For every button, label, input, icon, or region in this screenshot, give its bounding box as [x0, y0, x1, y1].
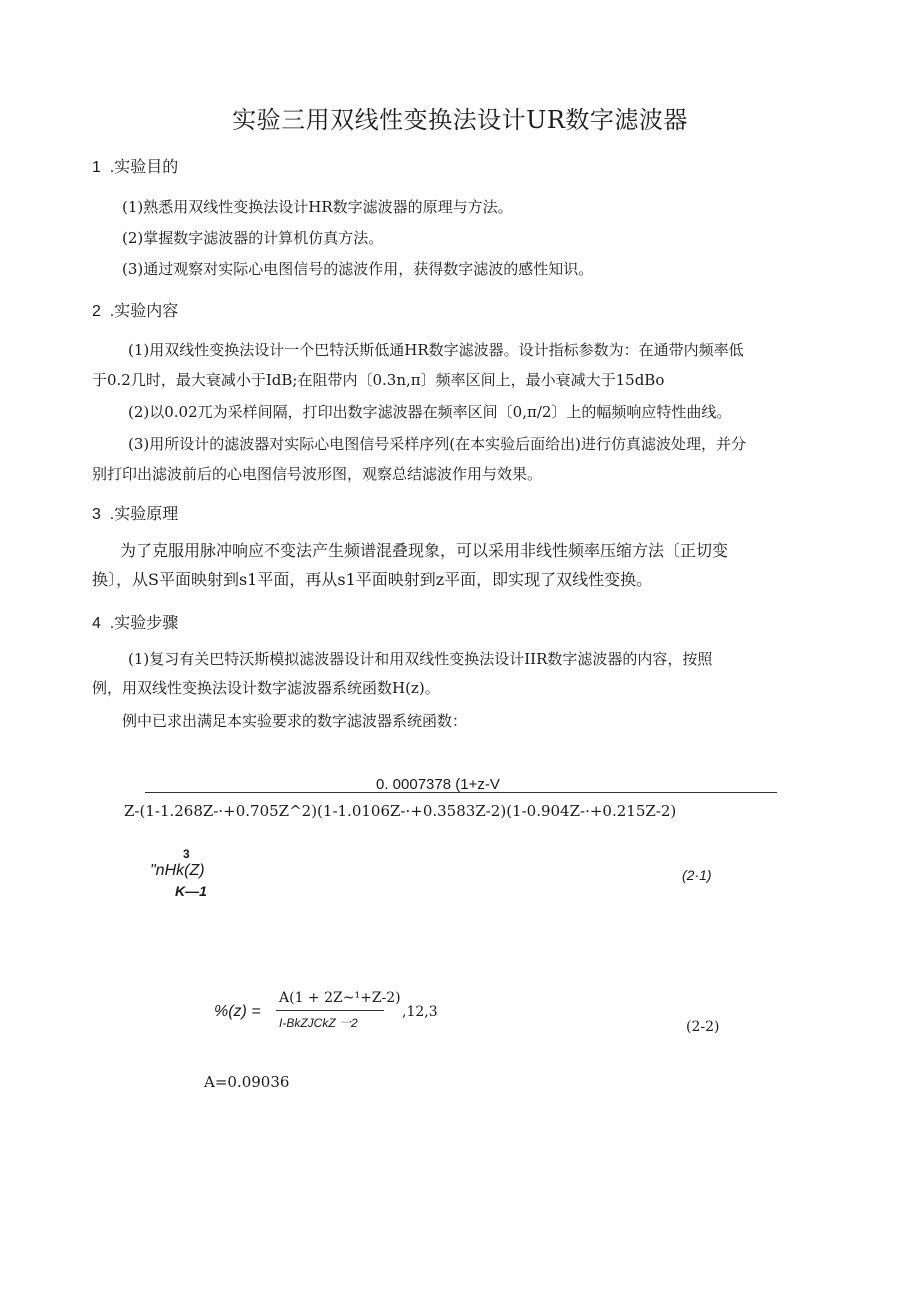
s1-item-3: (3)通过观察对实际心电图信号的滤波作用，获得数字滤波的感性知识。: [122, 260, 594, 278]
eq1-product-superscript: 3: [183, 847, 190, 861]
constant-a: A=0.09036: [204, 1073, 290, 1091]
eq2-fraction-line: [276, 1010, 384, 1011]
s2-p1-line2: 于0.2几时，最大衰减小于IdB;在阻带内〔0.3n,π〕频率区间上，最小衰减大于15dBo: [92, 371, 665, 389]
s3-line2: 换〕，从S平面映射到s1平面，再从s1平面映射到z平面，即实现了双线性变换。: [92, 570, 653, 589]
s1-item-2: (2)掌握数字滤波器的计算机仿真方法。: [122, 229, 384, 247]
eq2-denominator: I-BkZJCkZ 一2: [279, 1016, 358, 1030]
eq2-number: (2-2): [686, 1019, 720, 1035]
s4-p2: 例中已求出满足本实验要求的数字滤波器系统函数：: [122, 712, 468, 730]
s4-p1-line1: (1)复习有关巴特沃斯模拟滤波器设计和用双线性变换法设计IIR数字滤波器的内容，按照: [128, 650, 713, 668]
eq1-fraction-line: [145, 792, 777, 793]
eq2-lhs: %(z) =: [214, 1003, 261, 1020]
s2-p2: (2)以0.02兀为采样间隔，打印出数字滤波器在频率区间〔0,π/2〕上的幅频响应特性曲线。: [128, 403, 732, 421]
eq1-denominator: Z-(1-1.268Z-·+0.705Z^2)(1-1.0106Z-·+0.3583Z-2)(1-0.904Z-·+0.215Z-2): [124, 802, 677, 820]
section-3-heading: 3 .实验原理: [92, 506, 179, 523]
eq2-numerator: A(1 + 2Z~¹+Z-2): [279, 990, 401, 1006]
section-2-heading: 2 .实验内容: [92, 303, 179, 320]
eq1-product: "nHk(Z): [150, 862, 205, 879]
s3-line1: 为了克服用脉冲响应不变法产生频谱混叠现象，可以采用非线性频率压缩方法〔正切变: [120, 541, 729, 560]
s4-p1-line2: 例，用双线性变换法设计数字滤波器系统函数H(z)。: [92, 679, 440, 697]
section-1-heading: 1 .实验目的: [92, 159, 179, 176]
s1-item-1: (1)熟悉用双线性变换法设计HR数字滤波器的原理与方法。: [122, 198, 513, 216]
section-4-heading: 4 .实验步骤: [92, 615, 179, 632]
s2-p1-line1: (1)用双线性变换法设计一个巴特沃斯低通HR数字滤波器。设计指标参数为：在通带内频率低: [128, 341, 744, 359]
eq2-range: ,12,3: [402, 1004, 438, 1020]
eq1-number: (2·1): [682, 867, 712, 883]
s2-p3-line1: (3)用所设计的滤波器对实际心电图信号采样序列(在本实验后面给出)进行仿真滤波处理，并分: [128, 435, 746, 453]
eq1-numerator: 0. 0007378 (1+z-V: [376, 776, 500, 793]
eq1-product-subscript: K—1: [175, 883, 207, 899]
s2-p3-line2: 别打印出滤波前后的心电图信号波形图，观察总结滤波作用与效果。: [92, 465, 543, 483]
page-title: 实验三用双线性变换法设计UR数字滤波器: [232, 106, 688, 134]
